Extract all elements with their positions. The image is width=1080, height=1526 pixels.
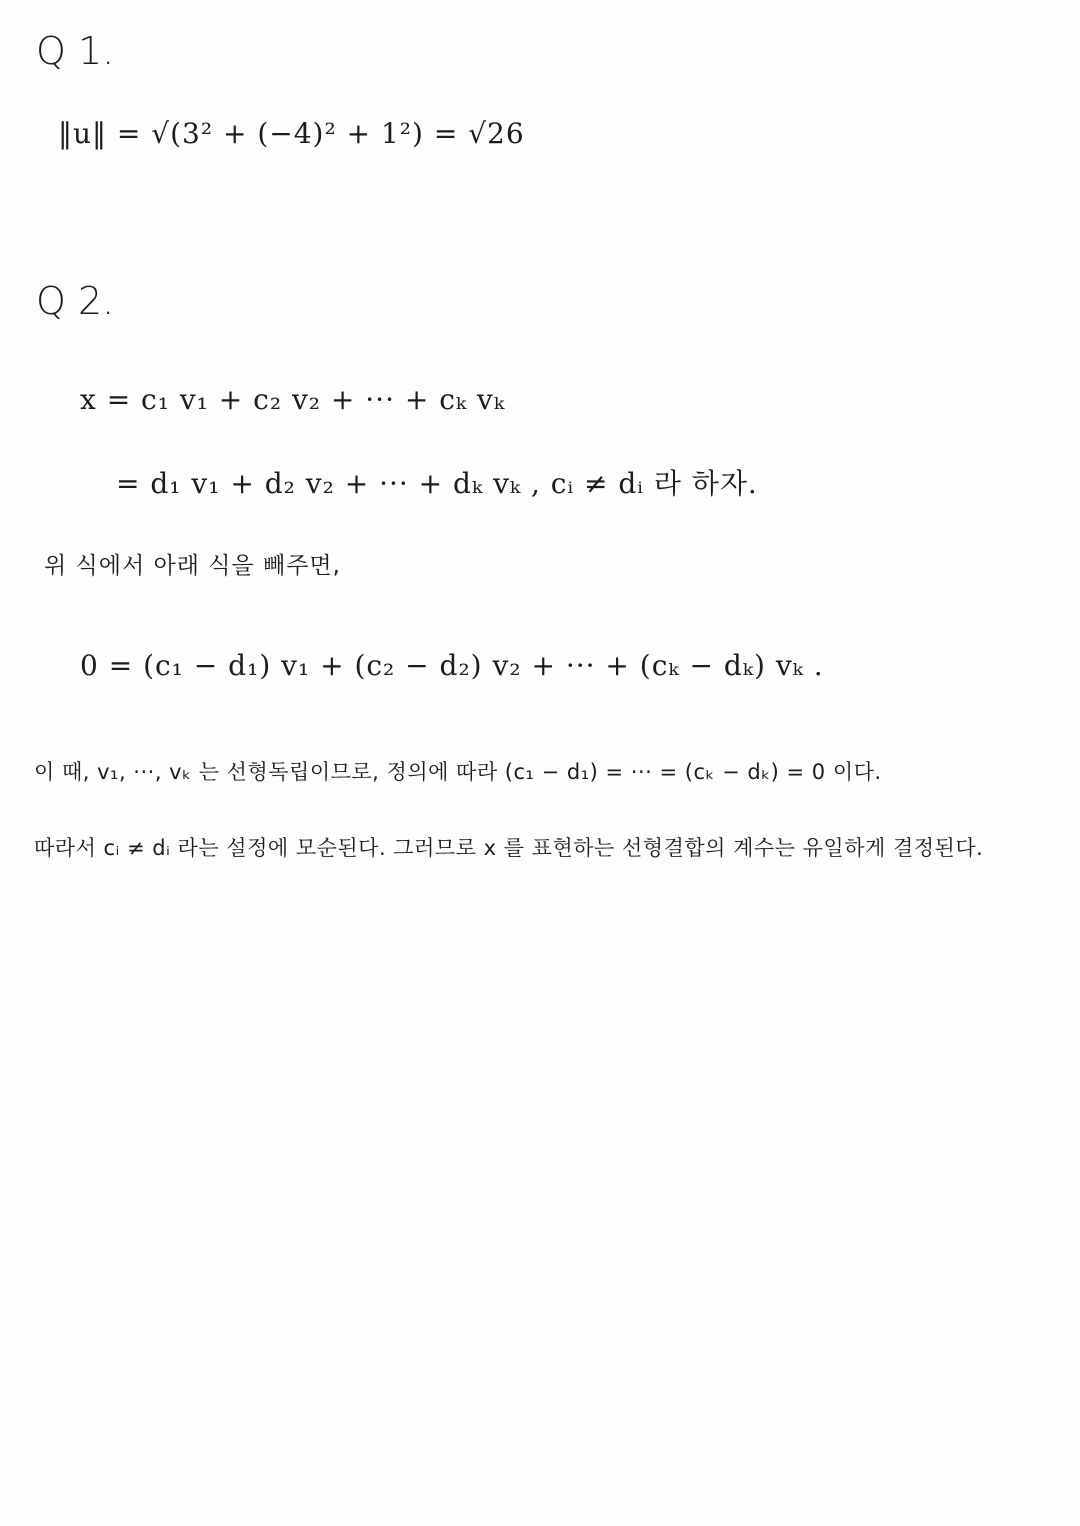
q2-label: Q 2. xyxy=(36,279,115,323)
q2-subtract-text: 위 식에서 아래 식을 빼주면, xyxy=(44,553,341,579)
q2-equation-line-2: = d₁ v₁ + d₂ v₂ + ··· + dₖ vₖ , cᵢ ≠ dᵢ 라 하자. xyxy=(116,467,758,500)
q1-norm-equation: ‖u‖ = √(3² + (−4)² + 1²) = √26 xyxy=(58,117,525,150)
q2-zero-equation: 0 = (c₁ − d₁) v₁ + (c₂ − d₂) v₂ + ··· + (cₖ − dₖ) vₖ . xyxy=(80,649,824,682)
q2-independence-text: 이 때, v₁, ···, vₖ 는 선형독립이므로, 정의에 따라 (c₁ − d₁) = ··· = (cₖ − dₖ) = 0 이다. xyxy=(34,760,882,784)
q2-conclusion-text: 따라서 cᵢ ≠ dᵢ 라는 설정에 모순된다. 그러므로 x 를 표현하는 선형결합의 계수는 유일하게 결정된다. xyxy=(34,836,984,860)
q1-label: Q 1. xyxy=(36,29,115,73)
q2-equation-line-1: x = c₁ v₁ + c₂ v₂ + ··· + cₖ vₖ xyxy=(80,383,506,416)
